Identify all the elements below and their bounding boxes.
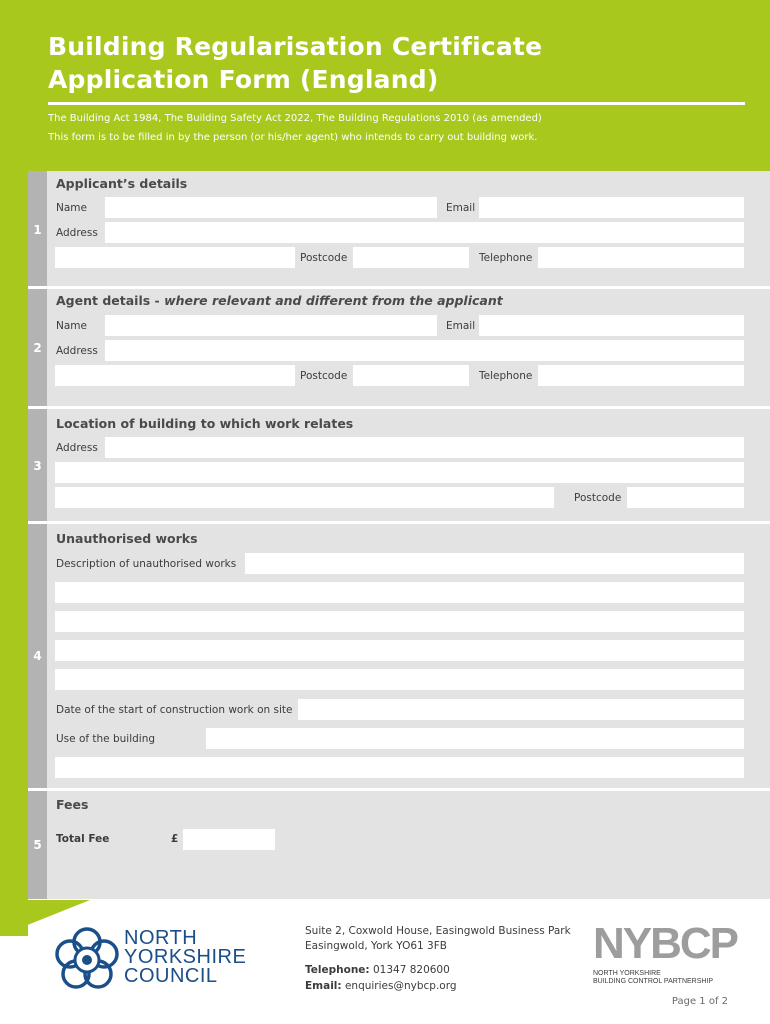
section-number: 2 bbox=[33, 341, 42, 355]
telephone-label: Telephone bbox=[479, 370, 533, 382]
nybcp-logo bbox=[593, 919, 738, 988]
nybcp-logo-letters: NYBCP bbox=[593, 919, 738, 968]
address-label: Address bbox=[56, 345, 98, 357]
email-label: Email bbox=[446, 202, 476, 214]
applicant-postcode-field[interactable] bbox=[353, 247, 469, 268]
construction-start-date-label: Date of the start of construction work on site bbox=[56, 704, 293, 716]
section-title-italic: where relevant and different from the applicant bbox=[164, 293, 503, 308]
postcode-label: Postcode bbox=[300, 370, 348, 382]
telephone-label: Telephone: bbox=[305, 964, 370, 976]
section-number: 5 bbox=[33, 838, 42, 852]
agent-telephone-field[interactable] bbox=[538, 365, 744, 386]
email-label: Email bbox=[446, 320, 476, 332]
council-logo-line: COUNCIL bbox=[124, 965, 218, 987]
postcode-label: Postcode bbox=[300, 252, 348, 264]
telephone-label: Telephone bbox=[479, 252, 533, 264]
council-logo-line: YORKSHIRE bbox=[124, 946, 247, 968]
section-applicant-details bbox=[28, 171, 770, 286]
applicant-address-line2-field[interactable] bbox=[55, 247, 295, 268]
location-address-line3-field[interactable] bbox=[55, 487, 554, 508]
email-link[interactable]: enquiries@nybcp.org bbox=[344, 980, 457, 992]
construction-start-date-field[interactable] bbox=[298, 699, 744, 720]
building-use-label: Use of the building bbox=[56, 733, 156, 745]
address-line-2: Easingwold, York YO61 3FB bbox=[305, 940, 447, 952]
title-line-2: Application Form (England) bbox=[48, 65, 439, 94]
title-divider bbox=[48, 102, 745, 105]
left-accent-strip bbox=[0, 171, 28, 936]
applicant-email-field[interactable] bbox=[479, 197, 744, 218]
section-title-main: Agent details - bbox=[56, 293, 165, 308]
location-address-field[interactable] bbox=[105, 437, 744, 458]
telephone-value: 01347 820600 bbox=[372, 964, 450, 976]
section-number-bar bbox=[28, 171, 47, 286]
address-line-1: Suite 2, Coxwold House, Easingwold Business Park bbox=[305, 925, 571, 937]
section-title: Applicant’s details bbox=[56, 176, 188, 191]
telephone-line bbox=[305, 963, 450, 978]
description-line2-field[interactable] bbox=[55, 582, 744, 603]
section-number: 3 bbox=[33, 459, 42, 473]
section-building-location bbox=[28, 409, 770, 521]
north-yorkshire-council-logo bbox=[52, 924, 262, 994]
name-label: Name bbox=[56, 320, 87, 332]
section-fees bbox=[28, 791, 770, 899]
applicant-name-field[interactable] bbox=[105, 197, 437, 218]
total-fee-label: Total Fee bbox=[56, 833, 110, 845]
page-number: Page 1 of 2 bbox=[671, 996, 728, 1007]
acts-text: The Building Act 1984, The Building Safety Act 2022, The Building Regulations 2010 (as amended) bbox=[48, 113, 542, 124]
address-label: Address bbox=[56, 227, 98, 239]
location-address-line2-field[interactable] bbox=[55, 462, 744, 483]
currency-symbol: £ bbox=[171, 833, 179, 845]
section-number: 4 bbox=[33, 649, 42, 663]
agent-postcode-field[interactable] bbox=[353, 365, 469, 386]
section-agent-details bbox=[28, 289, 770, 406]
name-label: Name bbox=[56, 202, 87, 214]
applicant-telephone-field[interactable] bbox=[538, 247, 744, 268]
nybcp-logo-subtitle bbox=[593, 970, 713, 986]
instructions-text: This form is to be filled in by the person (or his/her agent) who intends to carry out building work. bbox=[48, 132, 538, 143]
email-label: Email: bbox=[305, 980, 342, 992]
section-number-bar bbox=[28, 289, 47, 406]
section-title: Fees bbox=[56, 797, 89, 812]
section-title bbox=[56, 293, 503, 308]
title-line-1: Building Regularisation Certificate bbox=[48, 32, 543, 61]
agent-address-line2-field[interactable] bbox=[55, 365, 295, 386]
section-number-bar bbox=[28, 791, 47, 899]
header-banner bbox=[0, 0, 770, 171]
description-line5-field[interactable] bbox=[55, 669, 744, 690]
section-number-bar bbox=[28, 409, 47, 521]
agent-email-field[interactable] bbox=[479, 315, 744, 336]
nybcp-logo-line: NORTH YORKSHIRE bbox=[593, 970, 661, 977]
description-line3-field[interactable] bbox=[55, 611, 744, 632]
section-number-bar bbox=[28, 524, 47, 788]
council-logo-line: NORTH bbox=[124, 927, 198, 949]
building-use-field[interactable] bbox=[206, 728, 744, 749]
building-use-line2-field[interactable] bbox=[55, 757, 744, 778]
address-label: Address bbox=[56, 442, 98, 454]
postcode-label: Postcode bbox=[574, 492, 622, 504]
email-line bbox=[305, 979, 457, 994]
section-number: 1 bbox=[33, 223, 42, 237]
agent-name-field[interactable] bbox=[105, 315, 437, 336]
total-fee-field[interactable] bbox=[183, 829, 275, 850]
description-line4-field[interactable] bbox=[55, 640, 744, 661]
form-title bbox=[48, 30, 748, 96]
section-title: Location of building to which work relates bbox=[56, 416, 354, 431]
location-postcode-field[interactable] bbox=[627, 487, 744, 508]
description-field[interactable] bbox=[245, 553, 744, 574]
applicant-address-field[interactable] bbox=[105, 222, 744, 243]
section-unauthorised-works bbox=[28, 524, 770, 788]
section-title: Unauthorised works bbox=[56, 531, 198, 546]
description-label: Description of unauthorised works bbox=[56, 558, 237, 570]
agent-address-field[interactable] bbox=[105, 340, 744, 361]
council-logo-text bbox=[124, 929, 246, 986]
yorkshire-rose-icon bbox=[52, 924, 122, 994]
nybcp-logo-line: BUILDING CONTROL PARTNERSHIP bbox=[593, 978, 714, 985]
